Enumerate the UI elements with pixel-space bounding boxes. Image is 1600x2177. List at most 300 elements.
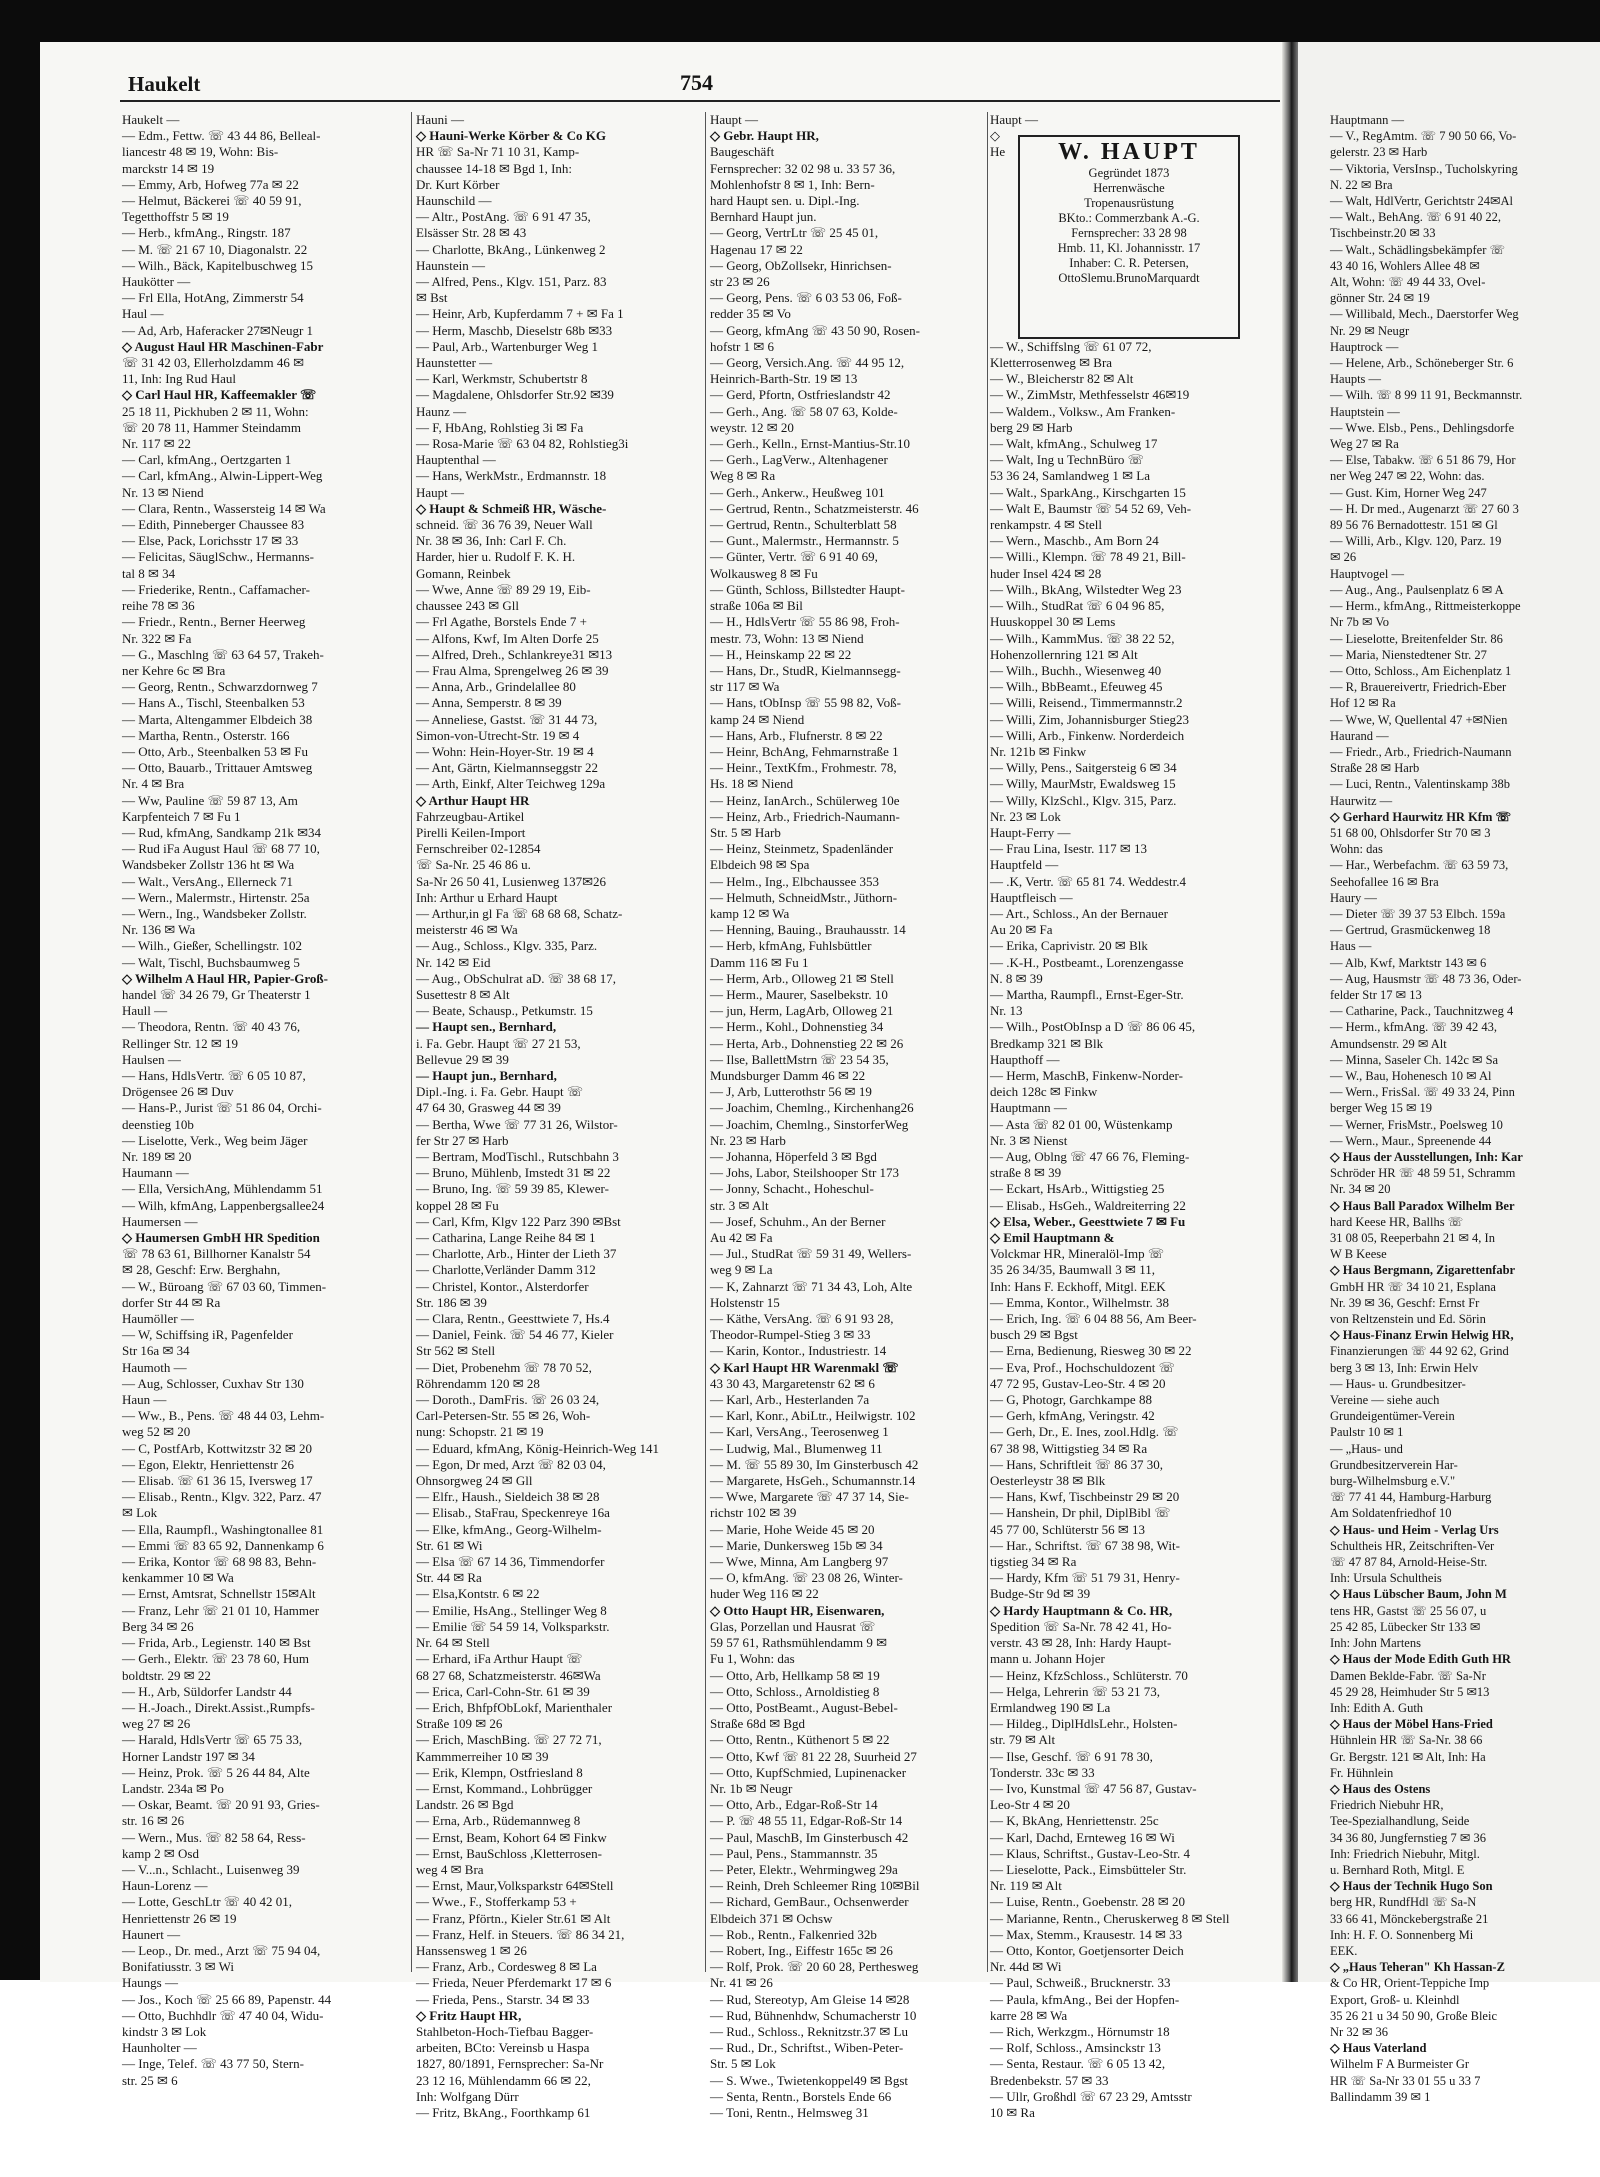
directory-entry-line: — Harald, HdlsVertr ☏ 65 75 33, xyxy=(122,1732,303,1748)
directory-entry-line: ◇ Otto Haupt HR, Eisenwaren, xyxy=(710,1602,885,1618)
directory-entry-line: handel ☏ 34 26 79, Gr Theaterstr 1 xyxy=(122,986,311,1002)
directory-entry-line: Heinrich-Barth-Str. 19 ✉ 13 xyxy=(710,371,858,387)
directory-entry-line: marckstr 14 ✉ 19 xyxy=(122,160,215,176)
directory-entry-line: chaussee 243 ✉ Gll xyxy=(416,598,519,614)
ad-line: Tropenausrüstung xyxy=(1084,196,1174,210)
directory-entry-line: Bredkamp 321 ✉ Blk xyxy=(990,1035,1104,1051)
directory-entry-line: — Martha, Raumpfl., Ernst-Eger-Str. xyxy=(990,986,1184,1002)
directory-entry-line: ◇ Haupt & Schmeiß HR, Wäsche- xyxy=(416,500,607,516)
directory-entry-line: Drögensee 26 ✉ Duv xyxy=(122,1084,234,1100)
directory-entry-line: Damm 116 ✉ Fu 1 xyxy=(710,954,809,970)
directory-entry-line: — Ww., B., Pens. ☏ 48 44 03, Lehm- xyxy=(122,1408,325,1424)
directory-entry-line: — Herm., Maurer, Saselbekstr. 10 xyxy=(710,986,888,1002)
directory-entry-line: — Ernst, BauSchloss ,Kletterrosen- xyxy=(416,1845,602,1861)
directory-entry-line: — Frieda, Neuer Pferdemarkt 17 ✉ 6 xyxy=(416,1975,612,1991)
directory-entry-line: Haurwitz — xyxy=(1330,793,1393,808)
directory-entry-line: Wilhelm F A Burmeister Gr xyxy=(1330,2057,1470,2072)
directory-entry-line: — Ilse, BallettMstrn ☏ 23 54 35, xyxy=(710,1051,889,1067)
directory-entry-line: — Otto, Arb., Steenbalken 53 ✉ Fu xyxy=(122,743,309,759)
directory-entry-line: — Gertrud, Rentn., Schatzmeisterstr. 46 xyxy=(710,500,919,516)
directory-entry-line: — Walt., BehAng. ☏ 6 91 40 22, xyxy=(1330,210,1501,225)
directory-entry-line: Bonifatiusstr. 3 ✉ Wi xyxy=(122,1959,234,1975)
directory-entry-line: Nr. 23 ✉ Harb xyxy=(710,1132,786,1148)
directory-entry-line: Hagenau 17 ✉ 22 xyxy=(710,241,803,257)
directory-entry-line: Nr. 23 ✉ Lok xyxy=(990,808,1061,824)
directory-entry-line: Ohnsorgweg 24 ✉ Gll xyxy=(416,1473,533,1489)
directory-entry-line: 68 27 68, Schatzmeisterstr. 46✉Wa xyxy=(416,1667,601,1683)
directory-entry-line: — W., ZimMstr, Methfesselstr 46✉19 xyxy=(990,387,1190,403)
directory-entry-line: — Wern., Mus. ☏ 82 58 64, Ress- xyxy=(122,1829,306,1845)
directory-entry-line: mestr. 73, Wohn: 13 ✉ Niend xyxy=(710,630,864,646)
directory-entry-line: hard Haupt sen. u. Dipl.-Ing. xyxy=(710,193,860,209)
directory-entry-line: Nr. 322 ✉ Fa xyxy=(122,630,192,646)
directory-entry-line: — Daniel, Feink. ☏ 54 46 77, Kieler xyxy=(416,1327,614,1343)
directory-entry-line: busch 29 ✉ Bgst xyxy=(990,1327,1078,1343)
column-rule xyxy=(987,112,988,1972)
directory-entry-line: Landstr. 234a ✉ Po xyxy=(122,1780,224,1796)
directory-entry-line: — Elisab., HsGeh., Waldreiterring 22 xyxy=(990,1197,1186,1213)
directory-entry-line: — Joachim, Chemlng., SinstorferWeg xyxy=(710,1116,909,1132)
directory-entry-line: — Hans, Arb., Flufnerstr. 8 ✉ 22 xyxy=(710,727,883,743)
directory-entry-line: GmbH HR ☏ 34 10 21, Esplana xyxy=(1330,1279,1496,1294)
directory-entry-line: — Wilh., Gießer, Schellingstr. 102 xyxy=(122,938,302,954)
directory-entry-line: — Emilie ☏ 54 59 14, Volksparkstr. xyxy=(416,1618,610,1634)
directory-entry-line: EEK. xyxy=(1330,1943,1358,1958)
directory-entry-line: 53 36 24, Samlandweg 1 ✉ La xyxy=(990,468,1151,484)
directory-entry-line: Kammmerreiher 10 ✉ 39 xyxy=(416,1748,549,1764)
directory-entry-line: — Wern., Malermstr., Hirtenstr. 25a xyxy=(122,889,310,905)
directory-entry-line: karre 28 ✉ Wa xyxy=(990,2007,1068,2023)
directory-entry-line: Nr. 189 ✉ 20 xyxy=(122,1149,192,1164)
directory-entry-line: — W., Bleicherstr 82 ✉ Alt xyxy=(990,371,1134,387)
directory-entry-line: — Wwe., F., Stofferkamp 53 + xyxy=(416,1894,577,1910)
directory-entry-line: Budge-Str 9d ✉ 39 xyxy=(990,1586,1091,1602)
directory-entry-line: 67 38 98, Wittigstieg 34 ✉ Ra xyxy=(990,1440,1148,1456)
directory-entry-line: — Senta, Rentn., Borstels Ende 66 xyxy=(710,2088,892,2104)
directory-entry-line: Inh: Wolfgang Dürr xyxy=(416,2088,519,2104)
directory-entry-line: — Elsa,Kontstr. 6 ✉ 22 xyxy=(416,1586,540,1602)
directory-entry-line: — Gertrud, Grasmückenweg 18 xyxy=(1330,923,1491,938)
directory-entry-line: Oesterleystr 38 ✉ Blk xyxy=(990,1473,1106,1489)
directory-entry-line: ◇ Haus Ball Paradox Wilhelm Ber xyxy=(1330,1198,1515,1213)
directory-entry-line: — Rosa-Marie ☏ 63 04 82, Rohlstieg3i xyxy=(416,436,629,452)
directory-entry-line: Str. 5 ✉ Harb xyxy=(710,824,781,840)
directory-entry-line: kenkammer 10 ✉ Wa xyxy=(122,1570,234,1586)
directory-entry-line: — H. Dr med., Augenarzt ☏ 27 60 3 xyxy=(1330,501,1519,516)
directory-entry-line: ◇ Haus des Ostens xyxy=(1330,1781,1431,1796)
directory-entry-line: — Franz, Helf. in Steuers. ☏ 86 34 21, xyxy=(416,1926,625,1942)
directory-entry-line: — Viktoria, VersInsp., Tucholskyring xyxy=(1330,161,1518,176)
directory-entry-line: Nr 32 ✉ 36 xyxy=(1330,2024,1389,2039)
directory-entry-line: Schröder HR ☏ 48 59 51, Schramm xyxy=(1330,1166,1516,1181)
directory-entry-line: — Willy, MaurMstr, Ewaldsweg 15 xyxy=(990,776,1176,792)
directory-entry-line: — Emmy, Arb, Hofweg 77a ✉ 22 xyxy=(122,176,299,192)
directory-entry-line: — Hans, Kwf, Tischbeinstr 29 ✉ 20 xyxy=(990,1489,1180,1505)
directory-entry-line: — C, PostfArb, Kottwitzstr 32 ✉ 20 xyxy=(122,1440,313,1456)
ad-line: Herrenwäsche xyxy=(1093,181,1165,195)
directory-entry-line: ◇ Emil Hauptmann & xyxy=(990,1230,1115,1246)
header-rule xyxy=(120,100,1280,102)
directory-entry-line: — Martha, Rentn., Osterstr. 166 xyxy=(122,727,290,743)
directory-entry-line: ◇ Arthur Haupt HR xyxy=(416,792,530,808)
directory-entry-line: — Haupt jun., Bernhard, xyxy=(416,1067,557,1083)
directory-entry-line: — Erich, MaschBing. ☏ 27 72 71, xyxy=(416,1732,602,1748)
directory-entry-line: — Helga, Lehrerin ☏ 53 21 73, xyxy=(990,1683,1161,1699)
directory-entry-line: — Otto, Kontor, Goetjensorter Deich xyxy=(990,1942,1184,1958)
directory-entry-line: ◇ Hardy Hauptmann & Co. HR, xyxy=(990,1602,1173,1618)
directory-entry-line: — Frau Alma, Sprengelweg 26 ✉ 39 xyxy=(416,662,609,678)
directory-entry-line: Kletterrosenweg ✉ Bra xyxy=(990,355,1113,371)
directory-entry-line: Bredenbekstr. 57 ✉ 33 xyxy=(990,2072,1109,2088)
directory-entry-line: — Heinz, Prok. ☏ 5 26 44 84, Alte xyxy=(122,1764,310,1780)
directory-entry-line: — Erica, Carl-Cohn-Str. 61 ✉ 39 xyxy=(416,1683,590,1699)
directory-entry-line: N. 8 ✉ 39 xyxy=(990,970,1043,986)
directory-entry-line: — Herm., Kohl., Dohnenstieg 34 xyxy=(710,1019,884,1035)
directory-entry-line: Hauptvogel — xyxy=(1330,566,1404,581)
directory-entry-line: — Otto, Arb., Edgar-Roß-Str 14 xyxy=(710,1797,878,1813)
directory-entry-line: Spedition ☏ Sa-Nr. 78 42 41, Ho- xyxy=(990,1618,1172,1634)
directory-entry-line: ◇ Haus Lübscher Baum, John M xyxy=(1330,1587,1507,1602)
directory-entry-line: — Georg, VertrLtr ☏ 25 45 01, xyxy=(710,225,879,241)
directory-entry-line: — Liselotte, Verk., Weg beim Jäger xyxy=(122,1132,308,1148)
directory-entry-line: — Gust. Kim, Horner Weg 247 xyxy=(1330,485,1487,500)
directory-entry-line: — Otto, Arb, Hellkamp 58 ✉ 19 xyxy=(710,1667,880,1683)
directory-entry-line: Vereine — siehe auch xyxy=(1330,1393,1440,1408)
directory-entry-line: Haupts — xyxy=(1330,372,1382,387)
directory-entry-line: Nr. 38 ✉ 36, Inh: Carl F. Ch. xyxy=(416,533,567,549)
directory-entry-line: — Charlotte, Arb., Hinter der Lieth 37 xyxy=(416,1246,617,1262)
directory-entry-line: felder Str 17 ✉ 13 xyxy=(1330,987,1422,1002)
directory-entry-line: — Minna, Saseler Ch. 142c ✉ Sa xyxy=(1330,1052,1499,1067)
directory-entry-line: — Walt, HdlVertr, Gerichtstr 24✉Al xyxy=(1330,194,1514,209)
directory-entry-line: dorfer Str 44 ✉ Ra xyxy=(122,1294,221,1310)
directory-entry-line: — K, Zahnarzt ☏ 71 34 43, Loh, Alte xyxy=(710,1278,913,1294)
directory-entry-line: — Helm., Ing., Elbchaussee 353 xyxy=(710,873,879,889)
column-rule xyxy=(705,112,706,1972)
directory-entry-line: — Gerh, Dr., E. Ines, zool.Hdlg. ☏ xyxy=(990,1424,1179,1440)
directory-entry-line: — Otto, Schloss., Am Eichenplatz 1 xyxy=(1330,663,1512,678)
directory-entry-line: Leo-Str 4 ✉ 20 xyxy=(990,1797,1070,1813)
directory-entry-line: — Ernst, Kommand., Lohbrügger xyxy=(416,1780,593,1796)
directory-entry-line: HR ☏ Sa-Nr 71 10 31, Kamp- xyxy=(416,144,580,160)
directory-entry-line: Inh: Hans F. Eckhoff, Mitgl. EEK xyxy=(990,1278,1166,1294)
directory-entry-line: Wohn: das xyxy=(1330,842,1383,857)
page-number: 754 xyxy=(680,70,713,95)
directory-entry-line: Landstr. 26 ✉ Bgd xyxy=(416,1797,514,1813)
directory-entry-line: — Willi, Arb., Klgv. 120, Parz. 19 xyxy=(1330,534,1502,549)
directory-entry-line: — Ernst, Amtsrat, Schnellstr 15✉Alt xyxy=(122,1586,316,1602)
directory-entry-line: — Elisab., StaFrau, Speckenreye 16a xyxy=(416,1505,610,1521)
directory-entry-line: — Oskar, Beamt. ☏ 20 91 93, Gries- xyxy=(122,1797,320,1813)
directory-entry-line: — K, BkAng, Henriettenstr. 25c xyxy=(990,1813,1159,1829)
directory-entry-line: ◇ Haus Vaterland xyxy=(1330,2041,1427,2056)
directory-entry-line: — Alfred, Pens., Klgv. 151, Parz. 83 xyxy=(416,274,607,290)
directory-entry-line: — Alfred, Dreh., Schlankreye31 ✉13 xyxy=(416,646,613,662)
directory-entry-line: — Egon, Elektr, Henriettenstr 26 xyxy=(122,1456,295,1472)
directory-entry-line: meisterstr 46 ✉ Wa xyxy=(416,922,518,938)
directory-entry-line: — Aug., ObSchulrat aD. ☏ 38 68 17, xyxy=(416,970,617,986)
directory-entry-line: ✉ 28, Geschf: Erw. Berghahn, xyxy=(122,1262,281,1278)
directory-entry-line: — Ella, VersichAng, Mühlendamm 51 xyxy=(122,1181,323,1197)
directory-entry-line: Nr. 13 ✉ Niend xyxy=(122,484,204,500)
directory-entry-line: — Frl Agathe, Borstels Ende 7 + xyxy=(416,614,587,630)
directory-entry-line: — Friederike, Rentn., Caffamacher- xyxy=(122,581,310,597)
directory-entry-line: 1827, 80/1891, Fernsprecher: Sa-Nr xyxy=(416,2056,604,2072)
directory-entry-line: — Wilh., PostObInsp a D ☏ 86 06 45, xyxy=(990,1019,1196,1035)
directory-entry-line: — Theodora, Rentn. ☏ 40 43 76, xyxy=(122,1019,301,1035)
directory-entry-line: — Rud, Bühnenhdw, Schumacherstr 10 xyxy=(710,2007,917,2023)
directory-entry-line: — Wohn: Hein-Hoyer-Str. 19 ✉ 4 xyxy=(416,743,594,759)
ad-line: Hmb. 11, Kl. Johannisstr. 17 xyxy=(1057,241,1201,255)
directory-entry-line: hofstr 1 ✉ 6 xyxy=(710,338,774,354)
directory-entry-line: weystr. 12 ✉ 20 xyxy=(710,419,794,435)
directory-entry-line: — Carl, kfmAng., Alwin-Lippert-Weg xyxy=(122,468,323,484)
directory-entry-line: Haupt — xyxy=(710,112,759,127)
directory-entry-line: Haukelt — xyxy=(122,112,180,127)
directory-entry-line: kamp 12 ✉ Wa xyxy=(710,905,790,921)
directory-entry-line: str. 79 ✉ Alt xyxy=(990,1732,1056,1748)
directory-entry-line: Haupt — xyxy=(416,484,465,500)
directory-entry-line: Haul — xyxy=(122,306,164,322)
directory-entry-line: Straße 28 ✉ Harb xyxy=(1330,761,1420,776)
directory-entry-line: von Reltzenstein und Ed. Sörin xyxy=(1330,1312,1486,1327)
directory-entry-line: Rellinger Str. 12 ✉ 19 xyxy=(122,1035,238,1051)
directory-entry-line: — Willy, Pens., Saitgersteig 6 ✉ 34 xyxy=(990,760,1177,776)
directory-entry-line: Ballindamm 39 ✉ 1 xyxy=(1330,2089,1431,2104)
directory-entry-line: — Anneliese, Gastst. ☏ 31 44 73, xyxy=(416,711,598,727)
directory-entry-line: Haungs — xyxy=(122,1975,178,1991)
directory-entry-line: 51 68 00, Ohlsdorfer Str 70 ✉ 3 xyxy=(1330,825,1491,840)
directory-entry-line: — Rich, Werkzgm., Hörnumstr 18 xyxy=(990,2023,1170,2039)
directory-entry-line: Horner Landstr 197 ✉ 34 xyxy=(122,1748,255,1764)
directory-entry-line: Hohenzollernring 121 ✉ Alt xyxy=(990,646,1138,662)
directory-column-5 xyxy=(1330,112,1600,2104)
directory-entry-line: Nr. 121b ✉ Finkw xyxy=(990,743,1087,759)
directory-entry-line: — Eva, Prof., Hochschuldozent ☏ xyxy=(990,1359,1175,1375)
directory-entry-line: Damen Beklde-Fabr. ☏ Sa-Nr xyxy=(1330,1668,1486,1683)
directory-entry-line: — H., HdlsVertr ☏ 55 86 98, Froh- xyxy=(710,614,900,630)
directory-entry-line: Haumoth — xyxy=(122,1359,187,1375)
directory-entry-line: — Herm, MaschB, Finkenw-Norder- xyxy=(990,1067,1183,1083)
directory-entry-line: — Otto, Kwf ☏ 81 22 28, Suurheid 27 xyxy=(710,1748,917,1764)
scan-border-top xyxy=(0,0,1600,42)
directory-entry-line: Hof 12 ✉ Ra xyxy=(1330,696,1396,711)
directory-entry-line: Inh: H. F. O. Sonnenberg Mi xyxy=(1330,1927,1474,1942)
directory-entry-line: — Carl, Kfm, Klgv 122 Parz 390 ✉Bst xyxy=(416,1213,621,1229)
directory-entry-line: — Frau Lina, Isestr. 117 ✉ 13 xyxy=(990,841,1148,857)
directory-entry-line: — Marianne, Rentn., Cheruskerweg 8 ✉ Stell xyxy=(990,1910,1230,1926)
directory-entry-line: Hauptenthal — xyxy=(416,452,496,468)
directory-entry-line: — Hans A., Tischl, Steenbalken 53 xyxy=(122,695,305,711)
directory-entry-line: — Werner, FrisMstr., Poelsweg 10 xyxy=(1330,1117,1503,1132)
directory-entry-line: Nr. 39 ✉ 36, Geschf: Ernst Fr xyxy=(1330,1295,1480,1310)
directory-entry-line: — Ilse, Geschf. ☏ 6 91 78 30, xyxy=(990,1748,1153,1764)
directory-entry-line: 33 66 41, Mönckebergstraße 21 xyxy=(1330,1911,1489,1926)
directory-entry-line: — Ullr, Großhdl ☏ 67 23 29, Amtsstr xyxy=(990,2088,1192,2104)
directory-entry-line: Wandsbeker Zollstr 136 ht ✉ Wa xyxy=(122,857,295,873)
directory-entry-line: ✉ 26 xyxy=(1330,550,1357,565)
directory-entry-line: — Walt, Tischl, Buchsbaumweg 5 xyxy=(122,954,300,970)
directory-entry-line: — Leop., Dr. med., Arzt ☏ 75 94 04, xyxy=(122,1942,321,1958)
directory-entry-line: — P. ☏ 48 55 11, Edgar-Roß-Str 14 xyxy=(710,1813,903,1829)
ad-lines xyxy=(1020,166,1238,286)
directory-entry-line: Haunz — xyxy=(416,403,467,419)
directory-entry-line: — Josef, Schuhm., An der Berner xyxy=(710,1213,886,1229)
directory-entry-line: 59 57 61, Rathsmühlendamm 9 ✉ xyxy=(710,1635,887,1651)
directory-entry-line: Straße 109 ✉ 26 xyxy=(416,1716,503,1732)
directory-entry-line: — Luise, Rentn., Goebenstr. 28 ✉ 20 xyxy=(990,1894,1186,1910)
directory-entry-line: — Georg, Rentn., Schwarzdornweg 7 xyxy=(122,679,318,695)
directory-entry-line: — Walt E, Baumstr ☏ 54 52 69, Veh- xyxy=(990,500,1192,516)
directory-entry-line: — Herm., kfmAng. ☏ 39 42 43, xyxy=(1330,1020,1498,1035)
directory-entry-line: nung: Schopstr. 21 ✉ 19 xyxy=(416,1424,544,1440)
directory-entry-line: — Maria, Nienstedtener Str. 27 xyxy=(1330,647,1487,662)
directory-entry-line: — Wern., FrisSal. ☏ 49 33 24, Pinn xyxy=(1330,1085,1515,1100)
directory-entry-line: Hauni — xyxy=(416,112,465,127)
directory-entry-line: Haus — xyxy=(1330,939,1372,954)
directory-entry-line: reihe 78 ✉ 36 xyxy=(122,598,195,614)
directory-entry-line: Wolkausweg 8 ✉ Fu xyxy=(710,565,818,581)
directory-entry-line: — Willy, KlzSchl., Klgv. 315, Parz. xyxy=(990,792,1177,808)
directory-entry-line: — Willibald, Mech., Daerstorfer Weg xyxy=(1330,307,1519,322)
directory-entry-line: — Heinz, Steinmetz, Spadenländer xyxy=(710,841,894,857)
directory-entry-line: Tegetthoffstr 5 ✉ 19 xyxy=(122,209,229,225)
directory-entry-line: Hauptmann — xyxy=(990,1100,1067,1116)
directory-entry-line: — Gerh, kfmAng, Veringstr. 42 xyxy=(990,1408,1155,1424)
directory-entry-line: — „Haus- und xyxy=(1330,1441,1403,1456)
directory-entry-line: — Karl, Werkmstr, Schubertstr 8 xyxy=(416,371,588,387)
directory-entry-line: — Toni, Rentn., Helmsweg 31 xyxy=(710,2104,869,2120)
directory-entry-line: Fernschreiber 02-12854 xyxy=(416,841,541,857)
directory-entry-line: — Paula, kfmAng., Bei der Hopfen- xyxy=(990,1991,1180,2007)
directory-entry-line: berg 3 ✉ 13, Inh: Erwin Helv xyxy=(1330,1360,1479,1375)
directory-entry-line: tal 8 ✉ 34 xyxy=(122,565,176,581)
directory-entry-line: — Klaus, Schriftst., Gustav-Leo-Str. 4 xyxy=(990,1845,1191,1861)
directory-entry-line: straße 106a ✉ Bil xyxy=(710,598,803,614)
directory-entry-line: ☏ 31 42 03, Ellerholzdamm 46 ✉ xyxy=(122,355,305,371)
directory-entry-line: 43 40 16, Wohlers Allee 48 ✉ xyxy=(1330,258,1480,273)
directory-entry-line: — Herb., kfmAng., Ringstr. 187 xyxy=(122,225,291,241)
directory-entry-line: — Ww, Pauline ☏ 59 87 13, Am xyxy=(122,792,298,808)
directory-entry-line: Haupthoff — xyxy=(990,1051,1060,1067)
directory-entry-line: Nr 7b ✉ Vo xyxy=(1330,615,1389,630)
directory-entry-line: — Hardy, Kfm ☏ 51 79 31, Henry- xyxy=(990,1570,1180,1586)
directory-entry-line: Paulstr 10 ✉ 1 xyxy=(1330,1425,1404,1440)
directory-entry-line: ☏ 78 63 61, Billhorner Kanalstr 54 xyxy=(122,1246,311,1262)
directory-entry-line: str. 3 ✉ Alt xyxy=(710,1197,769,1213)
directory-entry-line: 45 77 00, Schlüterstr 56 ✉ 13 xyxy=(990,1521,1145,1537)
directory-entry-line: Haun-Lorenz — xyxy=(122,1878,208,1894)
directory-entry-line: — V., RegAmtm. ☏ 7 90 50 66, Vo- xyxy=(1330,129,1517,144)
directory-entry-line: — Clara, Rentn., Geesttwiete 7, Hs.4 xyxy=(416,1311,610,1327)
directory-entry-line: — Erich, BhfpfObLokf, Marienthaler xyxy=(416,1699,613,1715)
directory-entry-line: Carl-Petersen-Str. 55 ✉ 26, Woh- xyxy=(416,1408,591,1424)
directory-entry-line: — Max, Stemm., Krausestr. 14 ✉ 33 xyxy=(990,1926,1183,1942)
directory-entry-line: — Gerh., LagVerw., Altenhagener xyxy=(710,452,888,468)
directory-entry-line: Hs. 18 ✉ Niend xyxy=(710,776,794,792)
directory-entry-line: — Käthe, VersAng. ☏ 6 91 93 28, xyxy=(710,1311,894,1327)
directory-entry-line: — Carl, kfmAng., Oertzgarten 1 xyxy=(122,452,292,468)
directory-entry-line: — Günter, Vertr. ☏ 6 91 40 69, xyxy=(710,549,878,565)
directory-entry-line: — Johs, Labor, Steilshooper Str 173 xyxy=(710,1165,900,1181)
directory-entry-line: — Heinr, Arb, Kupferdamm 7 + ✉ Fa 1 xyxy=(416,306,624,322)
directory-entry-line: — Haupt sen., Bernhard, xyxy=(416,1019,557,1035)
directory-entry-line: Haunert — xyxy=(122,1926,181,1942)
column-rule xyxy=(411,112,412,1972)
directory-entry-line: Haunholter — xyxy=(122,2040,197,2056)
directory-entry-line: — Wilh., BkAng, Wilstedter Weg 23 xyxy=(990,581,1182,597)
directory-entry-line: — Charlotte,Verländer Damm 312 xyxy=(416,1262,596,1278)
directory-entry-line: — Bertha, Wwe ☏ 77 31 26, Wilstor- xyxy=(416,1116,618,1132)
directory-entry-line: — Karl, Arb., Hesterlanden 7a xyxy=(710,1392,870,1408)
directory-entry-line: Export, Groß- u. Kleinhdl xyxy=(1330,1992,1460,2007)
directory-entry-line: — Beate, Schausp., Petkumstr. 15 xyxy=(416,1003,593,1019)
directory-entry-line: — M. ☏ 21 67 10, Diagonalstr. 22 xyxy=(122,241,308,257)
directory-entry-line: ✉ Lok xyxy=(122,1505,158,1521)
directory-entry-line: str. 25 ✉ 6 xyxy=(122,2072,178,2088)
ad-line: OttoSlemu.BrunoMarquardt xyxy=(1058,271,1200,285)
directory-entry-line: Glas, Porzellan und Hausrat ☏ xyxy=(710,1618,876,1634)
directory-entry-line: Elbdeich 371 ✉ Ochsw xyxy=(710,1910,833,1926)
directory-entry-line: — Hans-P., Jurist ☏ 51 86 04, Orchi- xyxy=(122,1100,322,1116)
directory-entry-line: — Wilh., BbBeamt., Efeuweg 45 xyxy=(990,679,1163,695)
directory-entry-line: — Jos., Koch ☏ 25 66 89, Papenstr. 44 xyxy=(122,1991,332,2007)
directory-entry-line: Str. 5 ✉ Lok xyxy=(710,2056,776,2072)
directory-entry-line: ◇ Haus-Finanz Erwin Helwig HR, xyxy=(1330,1328,1514,1343)
directory-entry-line: ◇ Haus der Mode Edith Guth HR xyxy=(1330,1652,1511,1667)
directory-entry-line: — Rolf, Schloss., Amsinckstr 13 xyxy=(990,2040,1161,2056)
directory-entry-line: 35 26 34/35, Baumwall 3 ✉ 11, xyxy=(990,1262,1155,1278)
directory-entry-line: Dipl.-Ing. i. Fa. Gebr. Haupt ☏ xyxy=(416,1084,584,1100)
directory-entry-line: — .K-H., Postbeamt., Lorenzengasse xyxy=(990,954,1184,970)
directory-entry-line: — Felicitas, SäuglSchw., Hermanns- xyxy=(122,549,314,565)
directory-entry-line: — Anna, Semperstr. 8 ✉ 39 xyxy=(416,695,562,711)
directory-entry-line: Str. 186 ✉ 39 xyxy=(416,1294,487,1310)
directory-entry-line: ◇ August Haul HR Maschinen-Fabr xyxy=(122,338,324,354)
directory-entry-line: — H.-Joach., Direkt.Assist.,Rumpfs- xyxy=(122,1699,315,1715)
directory-entry-line: Friedrich Niebuhr HR, xyxy=(1330,1798,1444,1813)
directory-entry-line: Fernsprecher: 32 02 98 u. 33 57 36, xyxy=(710,160,896,176)
directory-entry-line: — G., Maschlng ☏ 63 64 57, Trakeh- xyxy=(122,646,324,662)
directory-entry-line: — Otto, KupfSchmied, Lupinenacker xyxy=(710,1764,907,1780)
directory-entry-line: liancestr 48 ✉ 19, Wohn: Bis- xyxy=(122,144,279,160)
directory-entry-line: — Ivo, Kunstmal ☏ 47 56 87, Gustav- xyxy=(990,1780,1197,1796)
directory-entry-line: — Georg, Versich.Ang. ☏ 44 95 12, xyxy=(710,355,905,371)
directory-entry-line: — Erik, Klempn, Ostfriesland 8 xyxy=(416,1764,583,1780)
directory-entry-line: ☏ 20 78 11, Hammer Steindamm xyxy=(122,419,301,435)
directory-entry-line: — Herb, kfmAng, Fuhlsbüttler xyxy=(710,938,872,954)
scan-border-left xyxy=(0,0,40,1980)
directory-entry-line: — Karl, Konr., AbiLtr., Heilwigstr. 102 xyxy=(710,1408,916,1424)
directory-entry-line: Volckmar HR, Mineralöl-Imp ☏ xyxy=(990,1246,1165,1262)
directory-entry-line: — Walt., SparkAng., Kirschgarten 15 xyxy=(990,484,1186,500)
directory-entry-line: Tonderstr. 33c ✉ 33 xyxy=(990,1764,1095,1780)
directory-entry-line: — Georg, ObZollsekr, Hinrichsen- xyxy=(710,257,892,273)
directory-entry-line: berg HR, RundfHdl ☏ Sa-N xyxy=(1330,1895,1477,1910)
directory-entry-line: — Franz, Lehr ☏ 21 01 10, Hammer xyxy=(122,1602,320,1618)
directory-entry-line: Nr. 117 ✉ 22 xyxy=(122,436,191,452)
directory-column-4 xyxy=(990,112,1275,2120)
directory-entry-line: deich 128c ✉ Finkw xyxy=(990,1084,1098,1100)
directory-entry-line: — F, HbAng, Rohlstieg 3i ✉ Fa xyxy=(416,419,584,435)
directory-entry-line: — Edm., Fettw. ☏ 43 44 86, Belleal- xyxy=(122,128,321,144)
directory-entry-line: — Haus- u. Grundbesitzer- xyxy=(1330,1376,1466,1391)
directory-entry-line: — Helmuth, SchneidMstr., Jüthorn- xyxy=(710,889,898,905)
directory-entry-line: — Karin, Kontor., Industriestr. 14 xyxy=(710,1343,887,1359)
directory-entry-line: Amundsenstr. 29 ✉ Alt xyxy=(1330,1036,1447,1051)
directory-entry-line: — Fritz, BkAng., Foorthkamp 61 xyxy=(416,2104,591,2120)
directory-entry-line: Inh: Arthur u Erhard Haupt xyxy=(416,889,558,905)
